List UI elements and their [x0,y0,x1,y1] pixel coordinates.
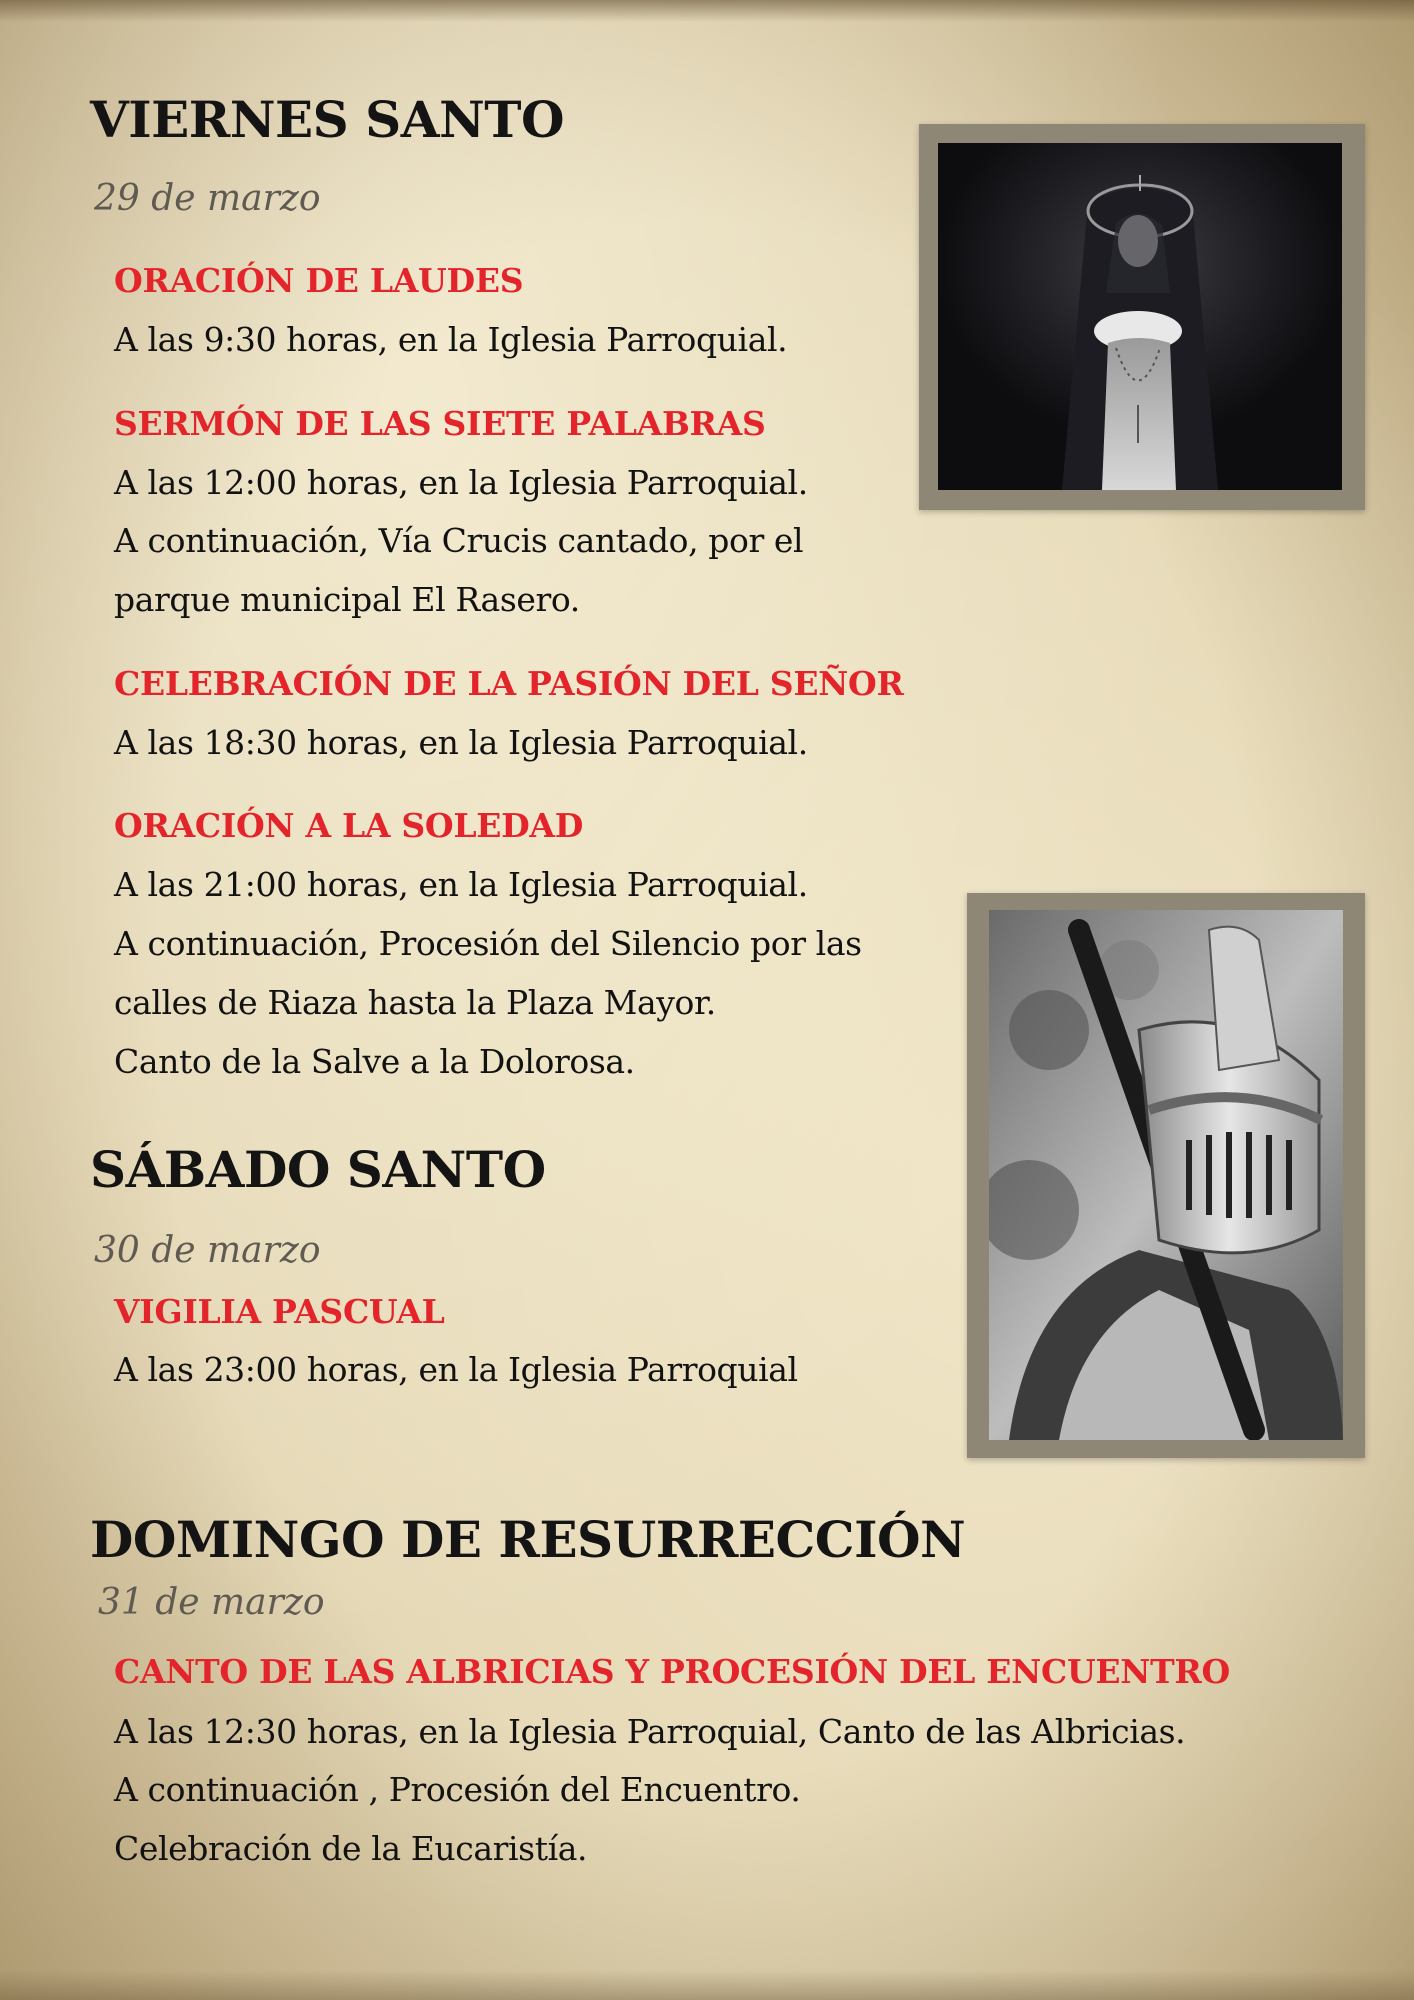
event-title: ORACIÓN A LA SOLEDAD [114,806,584,845]
section-heading: DOMINGO DE RESURRECCIÓN [90,1510,966,1569]
event-line: A continuación , Procesión del Encuentro. [114,1770,801,1809]
event-title: CANTO DE LAS ALBRICIAS Y PROCESIÓN DEL ENCUENTRO [114,1652,1230,1691]
event-line: A las 18:30 horas, en la Iglesia Parroquial. [114,723,808,762]
event-line: A las 9:30 horas, en la Iglesia Parroquial. [114,320,788,359]
virgin-dolorosa-photo [938,143,1342,490]
event-line: A las 23:00 horas, en la Iglesia Parroquial [114,1350,798,1389]
torn-edge-top [0,0,1414,22]
virgin-dolorosa-illustration [938,143,1342,490]
event-line: A las 12:00 horas, en la Iglesia Parroquial. [114,463,808,502]
event-line: A continuación, Vía Crucis cantado, por el [114,521,804,560]
event-title: SERMÓN DE LAS SIETE PALABRAS [114,404,766,443]
section-heading: SÁBADO SANTO [90,1140,546,1199]
section-heading: VIERNES SANTO [90,90,565,149]
roman-soldier-illustration [989,910,1343,1440]
event-line: Celebración de la Eucaristía. [114,1829,588,1868]
roman-soldier-helmet-photo [989,910,1343,1440]
event-title: VIGILIA PASCUAL [114,1292,445,1331]
section-date: 31 de marzo [98,1582,325,1623]
event-line: A las 12:30 horas, en la Iglesia Parroquial, Canto de las Albricias. [114,1712,1186,1751]
event-line: A las 21:00 horas, en la Iglesia Parroquial. [114,865,808,904]
event-line: calles de Riaza hasta la Plaza Mayor. [114,983,716,1022]
photo-frame-soldier [967,893,1365,1458]
event-line: parque municipal El Rasero. [114,580,580,619]
event-title: CELEBRACIÓN DE LA PASIÓN DEL SEÑOR [114,664,904,703]
event-title: ORACIÓN DE LAUDES [114,261,524,300]
torn-edge-bottom [0,1970,1414,2000]
event-line: Canto de la Salve a la Dolorosa. [114,1042,635,1081]
event-line: A continuación, Procesión del Silencio por las [114,924,862,963]
section-date: 29 de marzo [94,178,321,219]
photo-frame-virgin [919,124,1365,510]
section-date: 30 de marzo [94,1230,321,1271]
